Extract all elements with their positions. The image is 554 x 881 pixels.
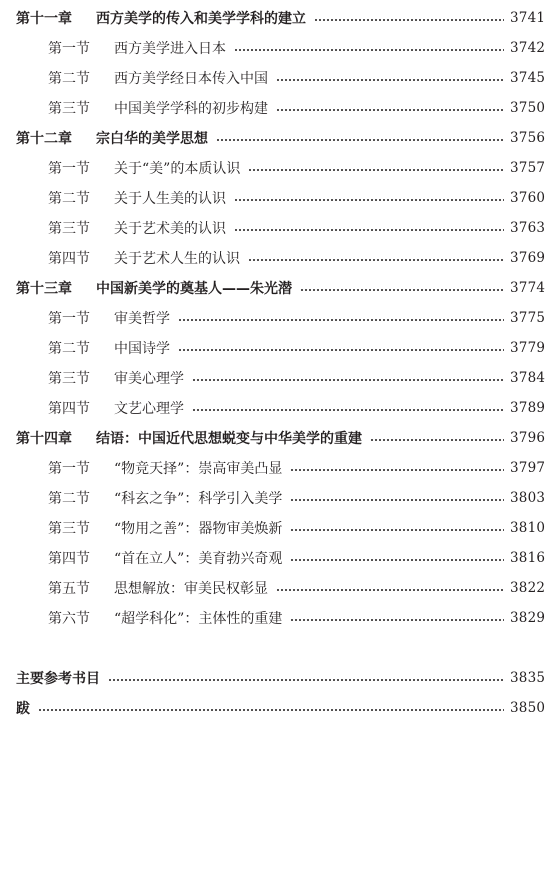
toc-chapter-12[interactable] [0, 123, 554, 153]
dot-leader [192, 379, 504, 381]
toc-section[interactable] [0, 93, 554, 123]
dot-leader [248, 169, 504, 171]
toc-section[interactable] [0, 393, 554, 423]
chapter-title: 西方美学的传入和美学学科的建立 [96, 11, 306, 27]
dot-leader [108, 679, 504, 681]
section-title: 中国诗学 [114, 341, 170, 357]
dot-leader [290, 469, 504, 471]
section-title: “物竞天择”：崇高审美凸显 [114, 461, 283, 477]
section-title: 关于“美”的本质认识 [114, 161, 241, 177]
dot-leader [178, 349, 504, 351]
section-title: “首在立人”：美育勃兴奇观 [114, 551, 283, 567]
toc-section[interactable] [0, 63, 554, 93]
section-label: 第三节 [48, 521, 90, 537]
section-label: 第二节 [48, 191, 90, 207]
toc-bibliography[interactable] [0, 663, 554, 693]
page-number: 3835 [510, 670, 546, 686]
toc-chapter-14[interactable] [0, 423, 554, 453]
section-label: 第一节 [48, 161, 90, 177]
toc-chapter-11[interactable] [0, 3, 554, 33]
toc-section[interactable] [0, 33, 554, 63]
section-label: 第二节 [48, 341, 90, 357]
section-label: 第四节 [48, 251, 90, 267]
dot-leader [234, 229, 504, 231]
page-number: 3774 [510, 280, 546, 296]
dot-leader [38, 709, 504, 711]
chapter-title: 中国新美学的奠基人——朱光潜 [96, 281, 292, 297]
dot-leader [370, 439, 504, 441]
dot-leader [290, 499, 504, 501]
dot-leader [290, 619, 504, 621]
page-number: 3756 [510, 130, 546, 146]
page-number: 3789 [510, 400, 546, 416]
chapter-label: 第十二章 [16, 131, 72, 147]
dot-leader [276, 589, 504, 591]
section-title: 审美心理学 [114, 371, 184, 387]
backmatter-title: 主要参考书目 [16, 671, 100, 687]
toc-postscript[interactable] [0, 693, 554, 723]
section-title: 关于人生美的认识 [114, 191, 226, 207]
section-label: 第四节 [48, 401, 90, 417]
toc-section[interactable] [0, 303, 554, 333]
toc-section[interactable] [0, 603, 554, 633]
section-title: 西方美学进入日本 [114, 41, 226, 57]
dot-leader [234, 49, 504, 51]
toc-section[interactable] [0, 483, 554, 513]
chapter-label: 第十一章 [16, 11, 72, 27]
section-label: 第一节 [48, 311, 90, 327]
page-number: 3850 [510, 700, 546, 716]
page-number: 3829 [510, 610, 546, 626]
toc-section[interactable] [0, 363, 554, 393]
section-label: 第三节 [48, 371, 90, 387]
section-label: 第一节 [48, 461, 90, 477]
section-label: 第二节 [48, 491, 90, 507]
chapter-label: 第十三章 [16, 281, 72, 297]
section-title: “超学科化”：主体性的重建 [114, 611, 283, 627]
page-number: 3810 [510, 520, 546, 536]
toc-section[interactable] [0, 243, 554, 273]
page-number: 3760 [510, 190, 546, 206]
chapter-title: 宗白华的美学思想 [96, 131, 208, 147]
section-title: 思想解放：审美民权彰显 [114, 581, 268, 597]
dot-leader [248, 259, 504, 261]
dot-leader [234, 199, 504, 201]
section-title: 关于艺术人生的认识 [114, 251, 240, 267]
chapter-title: 结语：中国近代思想蜕变与中华美学的重建 [96, 431, 362, 447]
page-number: 3745 [510, 70, 546, 86]
toc-section[interactable] [0, 453, 554, 483]
toc-chapter-13[interactable] [0, 273, 554, 303]
page-number: 3816 [510, 550, 546, 566]
page-number: 3757 [510, 160, 546, 176]
section-label: 第六节 [48, 611, 90, 627]
page-number: 3750 [510, 100, 546, 116]
dot-leader [314, 19, 504, 21]
section-title: 关于艺术美的认识 [114, 221, 226, 237]
toc-section[interactable] [0, 213, 554, 243]
section-label: 第四节 [48, 551, 90, 567]
section-title: “科玄之争”：科学引入美学 [114, 491, 283, 507]
page-number: 3775 [510, 310, 546, 326]
toc-section[interactable] [0, 543, 554, 573]
dot-leader [216, 139, 504, 141]
backmatter-title: 跋 [16, 701, 30, 717]
section-label: 第三节 [48, 101, 90, 117]
toc-section[interactable] [0, 573, 554, 603]
dot-leader [276, 109, 504, 111]
dot-leader [192, 409, 504, 411]
dot-leader [300, 289, 504, 291]
chapter-label: 第十四章 [16, 431, 72, 447]
section-title: 中国美学学科的初步构建 [114, 101, 268, 117]
page-number: 3741 [510, 10, 546, 26]
section-label: 第五节 [48, 581, 90, 597]
page-number: 3803 [510, 490, 546, 506]
section-title: 文艺心理学 [114, 401, 184, 417]
page-number: 3769 [510, 250, 546, 266]
section-label: 第三节 [48, 221, 90, 237]
page-number: 3742 [510, 40, 546, 56]
dot-leader [178, 319, 504, 321]
page-number: 3822 [510, 580, 546, 596]
page-number: 3796 [510, 430, 546, 446]
section-title: “物用之善”：器物审美焕新 [114, 521, 283, 537]
page-number: 3779 [510, 340, 546, 356]
page-number: 3797 [510, 460, 546, 476]
section-title: 审美哲学 [114, 311, 170, 327]
dot-leader [276, 79, 504, 81]
dot-leader [290, 559, 504, 561]
toc-section[interactable] [0, 333, 554, 363]
dot-leader [290, 529, 504, 531]
toc-section[interactable] [0, 153, 554, 183]
page-number: 3784 [510, 370, 546, 386]
toc-section[interactable] [0, 513, 554, 543]
toc-section[interactable] [0, 183, 554, 213]
section-label: 第一节 [48, 41, 90, 57]
section-label: 第二节 [48, 71, 90, 87]
page-number: 3763 [510, 220, 546, 236]
section-title: 西方美学经日本传入中国 [114, 71, 268, 87]
